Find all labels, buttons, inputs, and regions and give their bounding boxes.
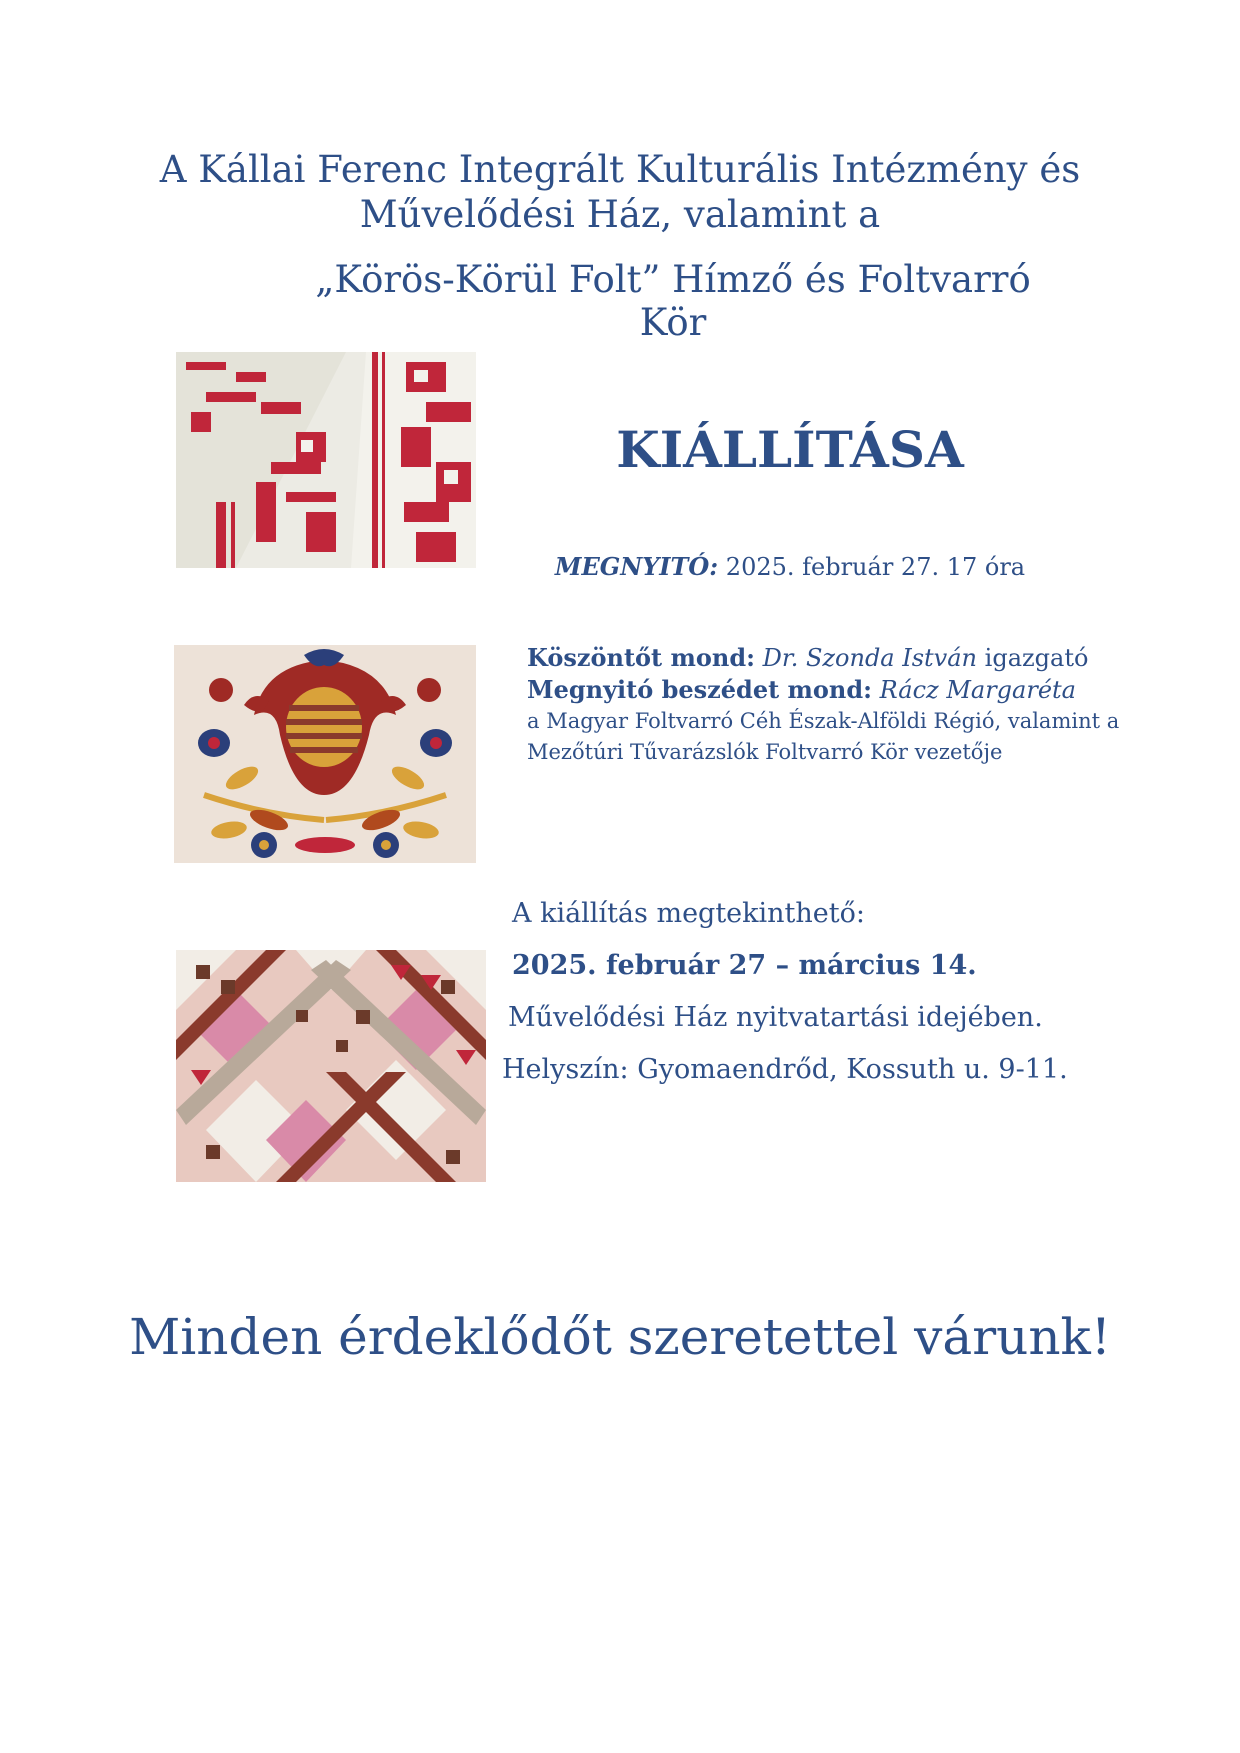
closing-invitation: Minden érdeklődőt szeretettel várunk! (129, 1308, 1111, 1366)
speech-label: Megnyitó beszédet mond: (527, 675, 873, 704)
folk-embroidery-photo (174, 645, 476, 863)
opening-line (520, 552, 1060, 581)
exhibit-hours: Művelődési Ház nyitvatartási idejében. (508, 1002, 1043, 1033)
exhibit-location: Helyszín: Gyomaendrőd, Kossuth u. 9-11. (502, 1054, 1068, 1085)
exhibit-intro: A kiállítás megtekinthető: (512, 898, 865, 929)
embroidered-towel-photo (176, 352, 476, 568)
speech-line (527, 674, 1167, 706)
speech-person: Rácz Margaréta (879, 676, 1076, 704)
header-line-3: „Körös-Körül Folt” Hímző és Foltvarró Kör (315, 258, 1031, 344)
header-line-1: A Kállai Ferenc Integrált Kulturális Intézmény és (159, 148, 1081, 191)
exhibit-dates: 2025. február 27 – március 14. (512, 950, 977, 981)
speakers-block (527, 642, 1167, 768)
exhibition-title: KIÁLLÍTÁSA (616, 420, 964, 479)
speech-affiliation-2: Mezőtúri Tűvarázslók Foltvarró Kör vezetője (527, 740, 1003, 764)
greeting-person: Dr. Szonda István (762, 644, 978, 672)
opening-value: 2025. február 27. 17 óra (725, 553, 1026, 581)
opening-label: MEGNYITÓ: (554, 552, 719, 581)
header-line-2: Művelődési Ház, valamint a (359, 193, 881, 236)
patchwork-quilt-photo (176, 950, 486, 1182)
greeting-label: Köszöntőt mond: (527, 643, 755, 672)
greeting-role: igazgató (984, 644, 1089, 672)
speech-affiliation-1: a Magyar Foltvarró Céh Észak-Alföldi Régió, valamint a (527, 709, 1120, 733)
greeting-line (527, 642, 1167, 674)
